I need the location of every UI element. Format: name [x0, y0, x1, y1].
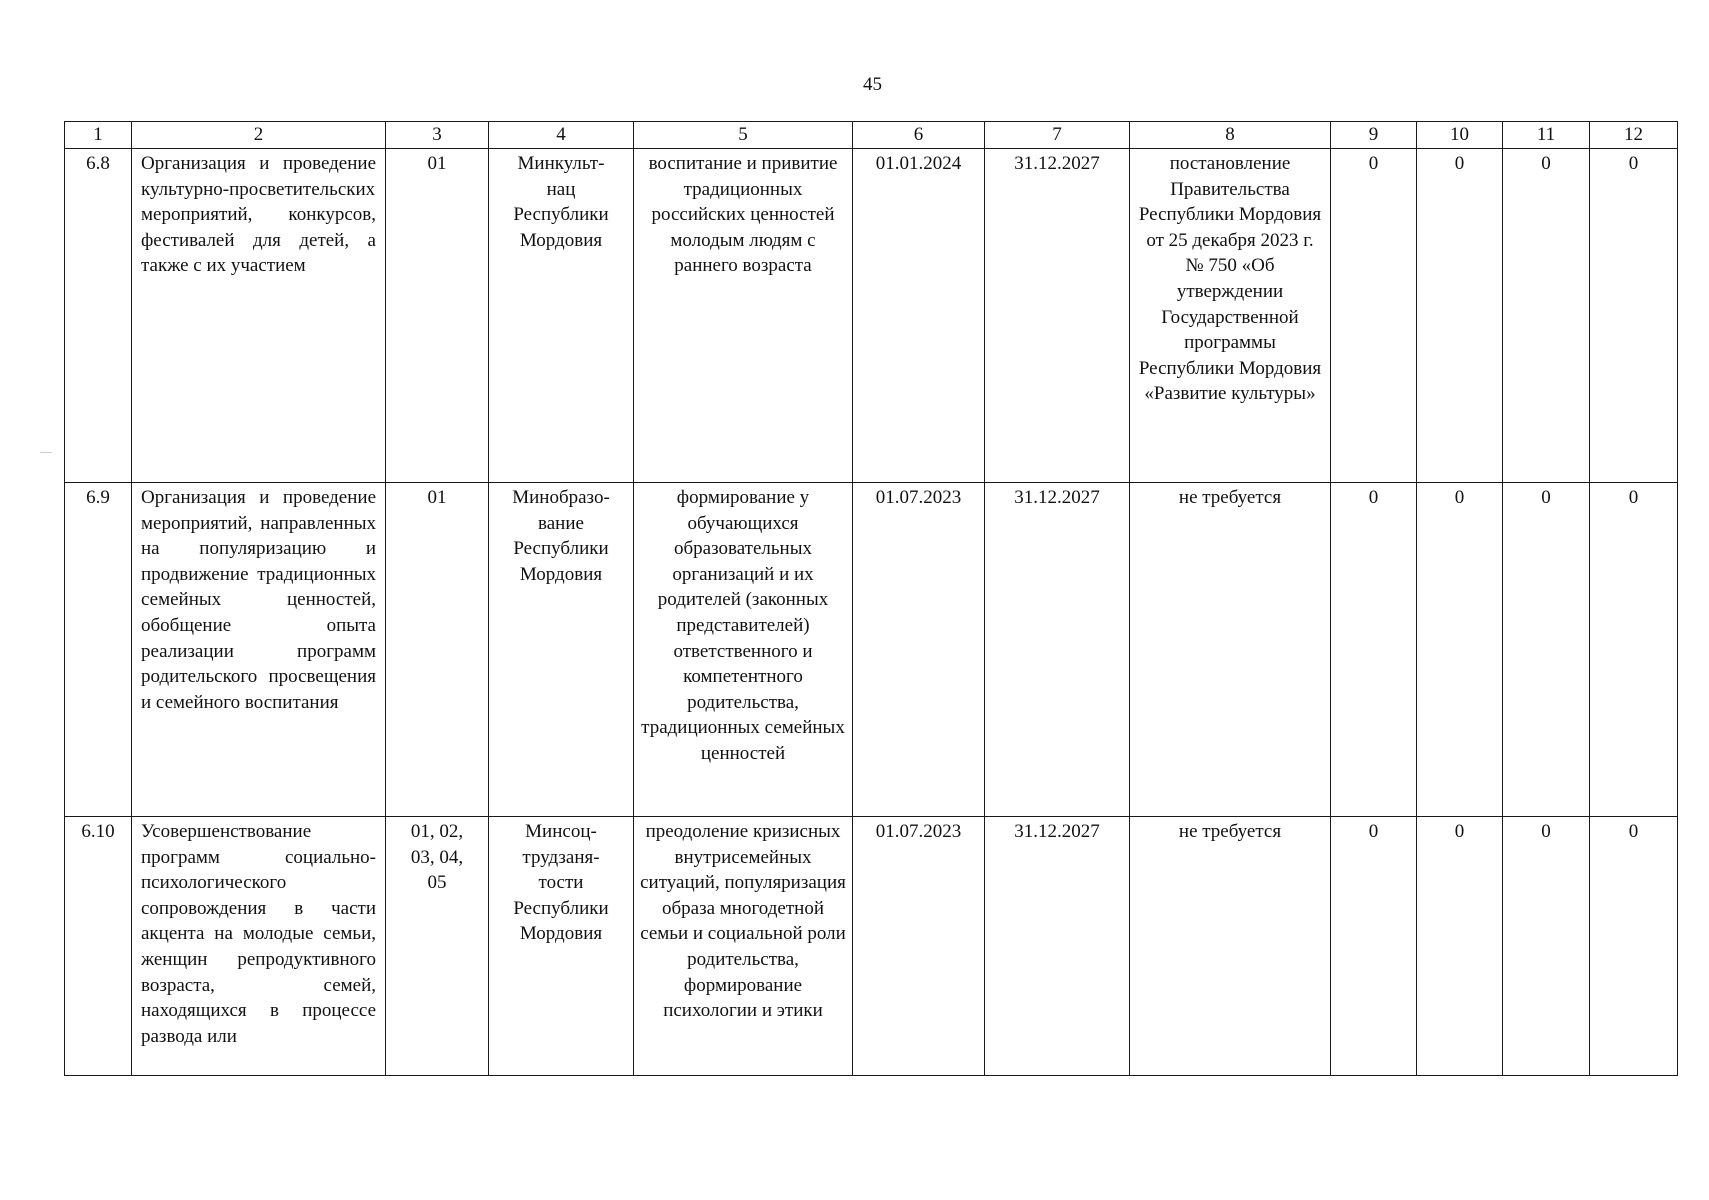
table-row [65, 817, 1678, 1076]
column-number: 2 [132, 122, 386, 149]
table-row [65, 149, 1678, 483]
executor [489, 149, 634, 483]
codes [386, 817, 489, 1076]
expected-result-text: воспитание и привитие традиционных российских ценностей молодым людям с раннего возраста [648, 153, 838, 277]
column-number: 10 [1417, 122, 1503, 149]
value-col-11: 0 [1503, 149, 1590, 483]
value-col-10: 0 [1417, 817, 1503, 1076]
value-col-9: 0 [1331, 483, 1417, 817]
activity-name-text: Усовершенствование программ социально-психологического сопровождения в части акцента на молодые семьи, женщин репродуктивного возраста, семей, находящихся в процессе развода или [141, 821, 376, 1047]
activity-name-text: Организация и проведение культурно-просветительских мероприятий, конкурсов, фестивалей для детей, а также с их участием [141, 153, 376, 277]
legal-document [1130, 817, 1331, 1076]
executor-text: Минсоц- трудзаня- тости Республики Мордовия [513, 821, 609, 945]
value-col-10: 0 [1417, 483, 1503, 817]
value-col-9: 0 [1331, 149, 1417, 483]
column-number: 8 [1130, 122, 1331, 149]
activities-table [64, 121, 1678, 1076]
activity-name [132, 483, 386, 817]
expected-result [634, 149, 853, 483]
codes-text: 01 [427, 153, 447, 174]
column-number: 5 [634, 122, 853, 149]
page-number: 45 [863, 74, 882, 95]
activity-name [132, 149, 386, 483]
codes [386, 483, 489, 817]
column-number: 9 [1331, 122, 1417, 149]
value-col-9: 0 [1331, 817, 1417, 1076]
column-number: 6 [853, 122, 985, 149]
column-number: 7 [985, 122, 1130, 149]
activity-name [132, 817, 386, 1076]
expected-result [634, 817, 853, 1076]
value-col-12: 0 [1590, 483, 1678, 817]
value-col-11: 0 [1503, 817, 1590, 1076]
table-row [65, 483, 1678, 817]
executor [489, 483, 634, 817]
column-number: 12 [1590, 122, 1678, 149]
column-number: 1 [65, 122, 132, 149]
activity-name-text: Организация и проведение мероприятий, направленных на популяризацию и продвижение традиционных семейных ценностей, обобщение опыта реализации программ родительского просвещения и семейного воспитания [141, 487, 376, 713]
expected-result-text: преодоление кризисных внутрисемейных ситуаций, популяризация образа многодетной семьи и социальной роли родительства, формирование психологии и этики [640, 821, 846, 1022]
legal-document [1130, 149, 1331, 483]
value-col-12: 0 [1590, 149, 1678, 483]
legal-document [1130, 483, 1331, 817]
row-number: 6.10 [65, 817, 132, 1076]
end-date: 31.12.2027 [985, 483, 1130, 817]
start-date: 01.07.2023 [853, 817, 985, 1076]
scan-artifact [40, 452, 52, 453]
value-col-10: 0 [1417, 149, 1503, 483]
column-number-row [65, 122, 1678, 149]
legal-document-text: постановление Правительства Республики Мордовия от 25 декабря 2023 г. № 750 «Об утверждении Государственной программы Республики Мордовия «Развитие культуры» [1138, 153, 1322, 405]
column-number: 4 [489, 122, 634, 149]
codes-text: 01 [427, 487, 447, 508]
codes [386, 149, 489, 483]
legal-document-text: не требуется [1178, 487, 1282, 508]
column-number: 3 [386, 122, 489, 149]
executor-text: Минобразо- вание Республики Мордовия [512, 487, 610, 585]
column-number: 11 [1503, 122, 1590, 149]
expected-result [634, 483, 853, 817]
expected-result-text: формирование у обучающихся образовательных организаций и их родителей (законных представителей) ответственного и компетентного родительства, традиционных семейных ценностей [641, 487, 845, 764]
value-col-11: 0 [1503, 483, 1590, 817]
legal-document-text: не требуется [1178, 821, 1282, 842]
executor [489, 817, 634, 1076]
end-date: 31.12.2027 [985, 817, 1130, 1076]
end-date: 31.12.2027 [985, 149, 1130, 483]
codes-text: 01, 02, 03, 04, 05 [410, 821, 464, 894]
executor-text: Минкульт- нац Республики Мордовия [513, 153, 609, 251]
row-number: 6.8 [65, 149, 132, 483]
start-date: 01.01.2024 [853, 149, 985, 483]
start-date: 01.07.2023 [853, 483, 985, 817]
value-col-12: 0 [1590, 817, 1678, 1076]
row-number: 6.9 [65, 483, 132, 817]
